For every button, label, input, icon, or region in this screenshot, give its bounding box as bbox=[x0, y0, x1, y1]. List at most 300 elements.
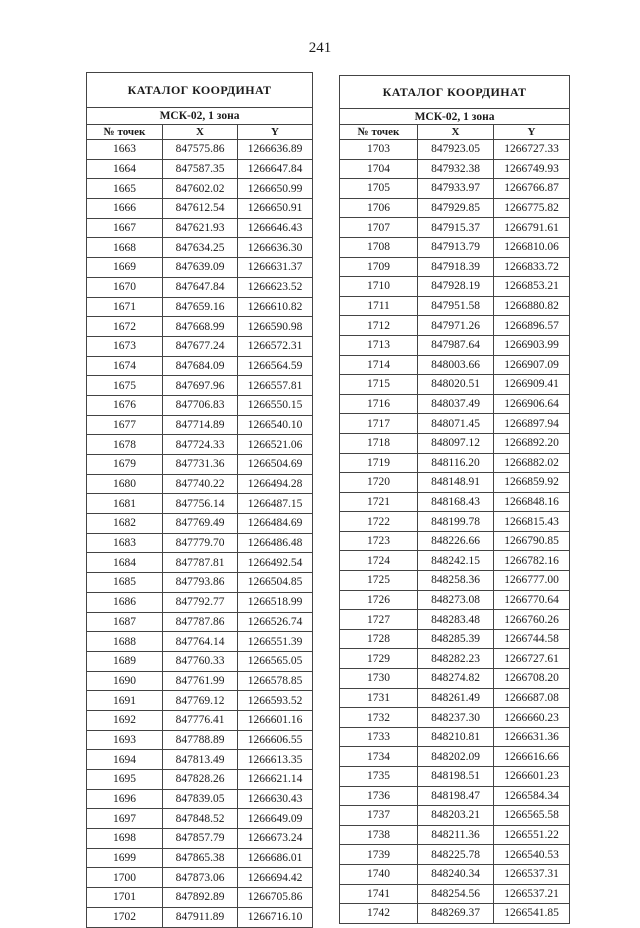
table-row bbox=[87, 888, 313, 908]
point-number-cell: 1741 bbox=[340, 884, 418, 904]
y-coordinate-cell: 1266744.58 bbox=[494, 629, 570, 649]
table-row bbox=[87, 376, 313, 396]
x-coordinate-cell: 847634.25 bbox=[163, 238, 238, 258]
y-coordinate-cell: 1266630.43 bbox=[238, 789, 313, 809]
y-coordinate-cell: 1266521.06 bbox=[238, 435, 313, 455]
table-row bbox=[340, 551, 570, 571]
point-number-cell: 1669 bbox=[87, 258, 163, 278]
x-coordinate-cell: 847714.89 bbox=[163, 415, 238, 435]
point-number-cell: 1679 bbox=[87, 455, 163, 475]
y-coordinate-cell: 1266613.35 bbox=[238, 750, 313, 770]
table-row bbox=[340, 492, 570, 512]
x-coordinate-cell: 847647.84 bbox=[163, 277, 238, 297]
x-coordinate-cell: 848210.81 bbox=[418, 727, 494, 747]
point-number-cell: 1696 bbox=[87, 789, 163, 809]
x-coordinate-cell: 848116.20 bbox=[418, 453, 494, 473]
table-row bbox=[87, 592, 313, 612]
point-number-cell: 1711 bbox=[340, 296, 418, 316]
table-row bbox=[87, 848, 313, 868]
point-number-cell: 1683 bbox=[87, 533, 163, 553]
catalog-title: КАТАЛОГ КООРДИНАТ bbox=[340, 76, 570, 109]
table-row bbox=[87, 612, 313, 632]
point-number-cell: 1733 bbox=[340, 727, 418, 747]
point-number-cell: 1677 bbox=[87, 415, 163, 435]
table-row bbox=[87, 553, 313, 573]
y-coordinate-cell: 1266660.23 bbox=[494, 708, 570, 728]
y-coordinate-cell: 1266631.36 bbox=[494, 727, 570, 747]
y-coordinate-cell: 1266526.74 bbox=[238, 612, 313, 632]
x-coordinate-cell: 848037.49 bbox=[418, 394, 494, 414]
x-coordinate-cell: 847971.26 bbox=[418, 316, 494, 336]
table-row bbox=[87, 336, 313, 356]
point-number-cell: 1731 bbox=[340, 688, 418, 708]
point-number-cell: 1740 bbox=[340, 864, 418, 884]
x-coordinate-cell: 847951.58 bbox=[418, 296, 494, 316]
y-coordinate-cell: 1266540.53 bbox=[494, 845, 570, 865]
column-header-x: X bbox=[163, 125, 238, 140]
x-coordinate-cell: 848240.34 bbox=[418, 864, 494, 884]
table-row bbox=[87, 868, 313, 888]
y-coordinate-cell: 1266687.08 bbox=[494, 688, 570, 708]
point-number-cell: 1727 bbox=[340, 610, 418, 630]
y-coordinate-cell: 1266494.28 bbox=[238, 474, 313, 494]
x-coordinate-cell: 847677.24 bbox=[163, 336, 238, 356]
table-row bbox=[340, 375, 570, 395]
y-coordinate-cell: 1266631.37 bbox=[238, 258, 313, 278]
x-coordinate-cell: 848237.30 bbox=[418, 708, 494, 728]
table-row bbox=[340, 845, 570, 865]
zone-label: МСК-02, 1 зона bbox=[87, 108, 313, 125]
y-coordinate-cell: 1266790.85 bbox=[494, 531, 570, 551]
y-coordinate-cell: 1266650.91 bbox=[238, 199, 313, 219]
point-number-cell: 1674 bbox=[87, 356, 163, 376]
zone-label: МСК-02, 1 зона bbox=[340, 109, 570, 125]
point-number-cell: 1685 bbox=[87, 573, 163, 593]
x-coordinate-cell: 847756.14 bbox=[163, 494, 238, 514]
y-coordinate-cell: 1266853.21 bbox=[494, 277, 570, 297]
x-coordinate-cell: 848020.51 bbox=[418, 375, 494, 395]
x-coordinate-cell: 847769.12 bbox=[163, 691, 238, 711]
table-row bbox=[340, 453, 570, 473]
point-number-cell: 1691 bbox=[87, 691, 163, 711]
y-coordinate-cell: 1266492.54 bbox=[238, 553, 313, 573]
point-number-cell: 1728 bbox=[340, 629, 418, 649]
table-row bbox=[340, 355, 570, 375]
y-coordinate-cell: 1266621.14 bbox=[238, 770, 313, 790]
y-coordinate-cell: 1266649.09 bbox=[238, 809, 313, 829]
table-row bbox=[340, 296, 570, 316]
x-coordinate-cell: 848269.37 bbox=[418, 904, 494, 924]
y-coordinate-cell: 1266540.10 bbox=[238, 415, 313, 435]
table-row bbox=[340, 257, 570, 277]
point-number-cell: 1717 bbox=[340, 414, 418, 434]
point-number-cell: 1734 bbox=[340, 747, 418, 767]
y-coordinate-cell: 1266727.61 bbox=[494, 649, 570, 669]
table-row bbox=[340, 688, 570, 708]
y-coordinate-cell: 1266833.72 bbox=[494, 257, 570, 277]
x-coordinate-cell: 848242.15 bbox=[418, 551, 494, 571]
y-coordinate-cell: 1266646.43 bbox=[238, 218, 313, 238]
x-coordinate-cell: 847760.33 bbox=[163, 651, 238, 671]
x-coordinate-cell: 848211.36 bbox=[418, 825, 494, 845]
column-header-y: Y bbox=[494, 125, 570, 140]
table-row bbox=[340, 198, 570, 218]
table-row bbox=[340, 277, 570, 297]
point-number-cell: 1693 bbox=[87, 730, 163, 750]
y-coordinate-cell: 1266815.43 bbox=[494, 512, 570, 532]
table-row bbox=[340, 590, 570, 610]
table-row bbox=[340, 571, 570, 591]
y-coordinate-cell: 1266882.02 bbox=[494, 453, 570, 473]
point-number-cell: 1689 bbox=[87, 651, 163, 671]
x-coordinate-cell: 847857.79 bbox=[163, 829, 238, 849]
x-coordinate-cell: 847792.77 bbox=[163, 592, 238, 612]
table-row bbox=[87, 671, 313, 691]
table-row bbox=[87, 651, 313, 671]
point-number-cell: 1699 bbox=[87, 848, 163, 868]
point-number-cell: 1698 bbox=[87, 829, 163, 849]
point-number-cell: 1703 bbox=[340, 140, 418, 160]
y-coordinate-cell: 1266791.61 bbox=[494, 218, 570, 238]
x-coordinate-cell: 847793.86 bbox=[163, 573, 238, 593]
column-header-x: X bbox=[418, 125, 494, 140]
y-coordinate-cell: 1266903.99 bbox=[494, 335, 570, 355]
table-row bbox=[87, 238, 313, 258]
x-coordinate-cell: 848071.45 bbox=[418, 414, 494, 434]
x-coordinate-cell: 847915.37 bbox=[418, 218, 494, 238]
x-coordinate-cell: 847668.99 bbox=[163, 317, 238, 337]
table-row bbox=[87, 395, 313, 415]
point-number-cell: 1672 bbox=[87, 317, 163, 337]
table-row bbox=[87, 730, 313, 750]
x-coordinate-cell: 847848.52 bbox=[163, 809, 238, 829]
table-row bbox=[87, 789, 313, 809]
table-row bbox=[340, 708, 570, 728]
column-header-y: Y bbox=[238, 125, 313, 140]
table-row bbox=[87, 199, 313, 219]
y-coordinate-cell: 1266590.98 bbox=[238, 317, 313, 337]
y-coordinate-cell: 1266537.31 bbox=[494, 864, 570, 884]
table-row bbox=[340, 316, 570, 336]
point-number-cell: 1664 bbox=[87, 159, 163, 179]
table-row bbox=[340, 218, 570, 238]
table-row bbox=[87, 297, 313, 317]
x-coordinate-cell: 847839.05 bbox=[163, 789, 238, 809]
table-row bbox=[340, 473, 570, 493]
x-coordinate-cell: 847731.36 bbox=[163, 455, 238, 475]
table-row bbox=[340, 806, 570, 826]
table-row bbox=[87, 710, 313, 730]
x-coordinate-cell: 847761.99 bbox=[163, 671, 238, 691]
point-number-cell: 1712 bbox=[340, 316, 418, 336]
table-row bbox=[340, 825, 570, 845]
y-coordinate-cell: 1266551.22 bbox=[494, 825, 570, 845]
x-coordinate-cell: 847684.09 bbox=[163, 356, 238, 376]
point-number-cell: 1720 bbox=[340, 473, 418, 493]
y-coordinate-cell: 1266623.52 bbox=[238, 277, 313, 297]
point-number-cell: 1681 bbox=[87, 494, 163, 514]
point-number-cell: 1673 bbox=[87, 336, 163, 356]
table-row bbox=[87, 829, 313, 849]
point-number-cell: 1737 bbox=[340, 806, 418, 826]
point-number-cell: 1675 bbox=[87, 376, 163, 396]
x-coordinate-cell: 848003.66 bbox=[418, 355, 494, 375]
point-number-cell: 1724 bbox=[340, 551, 418, 571]
point-number-cell: 1686 bbox=[87, 592, 163, 612]
x-coordinate-cell: 848273.08 bbox=[418, 590, 494, 610]
x-coordinate-cell: 848148.91 bbox=[418, 473, 494, 493]
x-coordinate-cell: 847918.39 bbox=[418, 257, 494, 277]
y-coordinate-cell: 1266504.69 bbox=[238, 455, 313, 475]
point-number-cell: 1735 bbox=[340, 767, 418, 787]
point-number-cell: 1738 bbox=[340, 825, 418, 845]
x-coordinate-cell: 847932.38 bbox=[418, 159, 494, 179]
table-row bbox=[340, 433, 570, 453]
point-number-cell: 1723 bbox=[340, 531, 418, 551]
x-coordinate-cell: 847659.16 bbox=[163, 297, 238, 317]
y-coordinate-cell: 1266686.01 bbox=[238, 848, 313, 868]
y-coordinate-cell: 1266606.55 bbox=[238, 730, 313, 750]
y-coordinate-cell: 1266777.00 bbox=[494, 571, 570, 591]
table-row bbox=[340, 786, 570, 806]
x-coordinate-cell: 848225.78 bbox=[418, 845, 494, 865]
table-row bbox=[87, 159, 313, 179]
table-row bbox=[87, 277, 313, 297]
point-number-cell: 1670 bbox=[87, 277, 163, 297]
coordinate-catalog-table-right bbox=[339, 75, 570, 924]
x-coordinate-cell: 847828.26 bbox=[163, 770, 238, 790]
y-coordinate-cell: 1266593.52 bbox=[238, 691, 313, 711]
point-number-cell: 1702 bbox=[87, 907, 163, 927]
x-coordinate-cell: 847913.79 bbox=[418, 237, 494, 257]
point-number-cell: 1697 bbox=[87, 809, 163, 829]
y-coordinate-cell: 1266537.21 bbox=[494, 884, 570, 904]
y-coordinate-cell: 1266727.33 bbox=[494, 140, 570, 160]
point-number-cell: 1682 bbox=[87, 514, 163, 534]
x-coordinate-cell: 848202.09 bbox=[418, 747, 494, 767]
y-coordinate-cell: 1266572.31 bbox=[238, 336, 313, 356]
x-coordinate-cell: 847892.89 bbox=[163, 888, 238, 908]
x-coordinate-cell: 847575.86 bbox=[163, 140, 238, 160]
x-coordinate-cell: 847873.06 bbox=[163, 868, 238, 888]
point-number-cell: 1676 bbox=[87, 395, 163, 415]
y-coordinate-cell: 1266518.99 bbox=[238, 592, 313, 612]
table-row bbox=[87, 258, 313, 278]
x-coordinate-cell: 847923.05 bbox=[418, 140, 494, 160]
table-row bbox=[87, 770, 313, 790]
y-coordinate-cell: 1266486.48 bbox=[238, 533, 313, 553]
y-coordinate-cell: 1266708.20 bbox=[494, 669, 570, 689]
x-coordinate-cell: 847776.41 bbox=[163, 710, 238, 730]
y-coordinate-cell: 1266578.85 bbox=[238, 671, 313, 691]
y-coordinate-cell: 1266770.64 bbox=[494, 590, 570, 610]
point-number-cell: 1729 bbox=[340, 649, 418, 669]
table-row bbox=[87, 218, 313, 238]
y-coordinate-cell: 1266584.34 bbox=[494, 786, 570, 806]
table-row bbox=[87, 632, 313, 652]
y-coordinate-cell: 1266565.58 bbox=[494, 806, 570, 826]
table-row bbox=[340, 512, 570, 532]
point-number-cell: 1708 bbox=[340, 237, 418, 257]
x-coordinate-cell: 847928.19 bbox=[418, 277, 494, 297]
x-coordinate-cell: 847865.38 bbox=[163, 848, 238, 868]
point-number-cell: 1742 bbox=[340, 904, 418, 924]
point-number-cell: 1700 bbox=[87, 868, 163, 888]
x-coordinate-cell: 848199.78 bbox=[418, 512, 494, 532]
y-coordinate-cell: 1266564.59 bbox=[238, 356, 313, 376]
point-number-cell: 1726 bbox=[340, 590, 418, 610]
table-row bbox=[87, 179, 313, 199]
y-coordinate-cell: 1266749.93 bbox=[494, 159, 570, 179]
table-row bbox=[87, 533, 313, 553]
x-coordinate-cell: 847602.02 bbox=[163, 179, 238, 199]
point-number-cell: 1725 bbox=[340, 571, 418, 591]
y-coordinate-cell: 1266601.23 bbox=[494, 767, 570, 787]
table-row bbox=[340, 669, 570, 689]
x-coordinate-cell: 848203.21 bbox=[418, 806, 494, 826]
table-row bbox=[340, 237, 570, 257]
point-number-cell: 1706 bbox=[340, 198, 418, 218]
table-row bbox=[340, 140, 570, 160]
y-coordinate-cell: 1266775.82 bbox=[494, 198, 570, 218]
table-row bbox=[87, 140, 313, 160]
point-number-cell: 1665 bbox=[87, 179, 163, 199]
y-coordinate-cell: 1266896.57 bbox=[494, 316, 570, 336]
y-coordinate-cell: 1266504.85 bbox=[238, 573, 313, 593]
y-coordinate-cell: 1266782.16 bbox=[494, 551, 570, 571]
table-row bbox=[340, 629, 570, 649]
x-coordinate-cell: 847787.86 bbox=[163, 612, 238, 632]
x-coordinate-cell: 847769.49 bbox=[163, 514, 238, 534]
x-coordinate-cell: 848198.51 bbox=[418, 767, 494, 787]
point-number-cell: 1668 bbox=[87, 238, 163, 258]
x-coordinate-cell: 847587.35 bbox=[163, 159, 238, 179]
x-coordinate-cell: 847813.49 bbox=[163, 750, 238, 770]
y-coordinate-cell: 1266694.42 bbox=[238, 868, 313, 888]
x-coordinate-cell: 847911.89 bbox=[163, 907, 238, 927]
table-row bbox=[87, 474, 313, 494]
table-row bbox=[340, 747, 570, 767]
table-row bbox=[340, 649, 570, 669]
x-coordinate-cell: 848198.47 bbox=[418, 786, 494, 806]
x-coordinate-cell: 848282.23 bbox=[418, 649, 494, 669]
x-coordinate-cell: 847933.97 bbox=[418, 179, 494, 199]
point-number-cell: 1663 bbox=[87, 140, 163, 160]
point-number-cell: 1694 bbox=[87, 750, 163, 770]
y-coordinate-cell: 1266907.09 bbox=[494, 355, 570, 375]
y-coordinate-cell: 1266766.87 bbox=[494, 179, 570, 199]
x-coordinate-cell: 848258.36 bbox=[418, 571, 494, 591]
point-number-cell: 1710 bbox=[340, 277, 418, 297]
point-number-cell: 1671 bbox=[87, 297, 163, 317]
x-coordinate-cell: 848285.39 bbox=[418, 629, 494, 649]
point-number-cell: 1695 bbox=[87, 770, 163, 790]
coordinate-catalog-table-left bbox=[86, 72, 313, 928]
x-coordinate-cell: 847639.09 bbox=[163, 258, 238, 278]
point-number-cell: 1684 bbox=[87, 553, 163, 573]
x-coordinate-cell: 847724.33 bbox=[163, 435, 238, 455]
x-coordinate-cell: 847612.54 bbox=[163, 199, 238, 219]
table-row bbox=[340, 767, 570, 787]
y-coordinate-cell: 1266906.64 bbox=[494, 394, 570, 414]
x-coordinate-cell: 847779.70 bbox=[163, 533, 238, 553]
point-number-cell: 1709 bbox=[340, 257, 418, 277]
y-coordinate-cell: 1266859.92 bbox=[494, 473, 570, 493]
table-row bbox=[87, 514, 313, 534]
point-number-cell: 1718 bbox=[340, 433, 418, 453]
y-coordinate-cell: 1266565.05 bbox=[238, 651, 313, 671]
point-number-cell: 1715 bbox=[340, 375, 418, 395]
table-row bbox=[87, 750, 313, 770]
y-coordinate-cell: 1266484.69 bbox=[238, 514, 313, 534]
table-row bbox=[340, 884, 570, 904]
point-number-cell: 1719 bbox=[340, 453, 418, 473]
point-number-cell: 1730 bbox=[340, 669, 418, 689]
table-row bbox=[87, 907, 313, 927]
point-number-cell: 1705 bbox=[340, 179, 418, 199]
x-coordinate-cell: 848274.82 bbox=[418, 669, 494, 689]
point-number-cell: 1701 bbox=[87, 888, 163, 908]
x-coordinate-cell: 847787.81 bbox=[163, 553, 238, 573]
x-coordinate-cell: 847764.14 bbox=[163, 632, 238, 652]
y-coordinate-cell: 1266636.89 bbox=[238, 140, 313, 160]
table-row bbox=[87, 691, 313, 711]
point-number-cell: 1678 bbox=[87, 435, 163, 455]
y-coordinate-cell: 1266897.94 bbox=[494, 414, 570, 434]
y-coordinate-cell: 1266551.39 bbox=[238, 632, 313, 652]
point-number-cell: 1692 bbox=[87, 710, 163, 730]
x-coordinate-cell: 847697.96 bbox=[163, 376, 238, 396]
point-number-cell: 1732 bbox=[340, 708, 418, 728]
y-coordinate-cell: 1266647.84 bbox=[238, 159, 313, 179]
point-number-cell: 1713 bbox=[340, 335, 418, 355]
x-coordinate-cell: 848261.49 bbox=[418, 688, 494, 708]
x-coordinate-cell: 847987.64 bbox=[418, 335, 494, 355]
y-coordinate-cell: 1266616.66 bbox=[494, 747, 570, 767]
y-coordinate-cell: 1266636.30 bbox=[238, 238, 313, 258]
y-coordinate-cell: 1266892.20 bbox=[494, 433, 570, 453]
point-number-cell: 1714 bbox=[340, 355, 418, 375]
y-coordinate-cell: 1266909.41 bbox=[494, 375, 570, 395]
x-coordinate-cell: 848168.43 bbox=[418, 492, 494, 512]
point-number-cell: 1688 bbox=[87, 632, 163, 652]
table-row bbox=[87, 809, 313, 829]
table-row bbox=[340, 179, 570, 199]
y-coordinate-cell: 1266487.15 bbox=[238, 494, 313, 514]
table-row bbox=[340, 727, 570, 747]
point-number-cell: 1680 bbox=[87, 474, 163, 494]
x-coordinate-cell: 847788.89 bbox=[163, 730, 238, 750]
y-coordinate-cell: 1266880.82 bbox=[494, 296, 570, 316]
y-coordinate-cell: 1266650.99 bbox=[238, 179, 313, 199]
y-coordinate-cell: 1266550.15 bbox=[238, 395, 313, 415]
page-number: 241 bbox=[308, 40, 332, 56]
x-coordinate-cell: 847621.93 bbox=[163, 218, 238, 238]
table-row bbox=[87, 435, 313, 455]
table-row bbox=[87, 573, 313, 593]
table-row bbox=[340, 864, 570, 884]
x-coordinate-cell: 848254.56 bbox=[418, 884, 494, 904]
x-coordinate-cell: 848097.12 bbox=[418, 433, 494, 453]
x-coordinate-cell: 848226.66 bbox=[418, 531, 494, 551]
table-row bbox=[340, 904, 570, 924]
x-coordinate-cell: 847740.22 bbox=[163, 474, 238, 494]
point-number-cell: 1707 bbox=[340, 218, 418, 238]
point-number-cell: 1687 bbox=[87, 612, 163, 632]
y-coordinate-cell: 1266760.26 bbox=[494, 610, 570, 630]
table-row bbox=[340, 610, 570, 630]
table-row bbox=[340, 531, 570, 551]
